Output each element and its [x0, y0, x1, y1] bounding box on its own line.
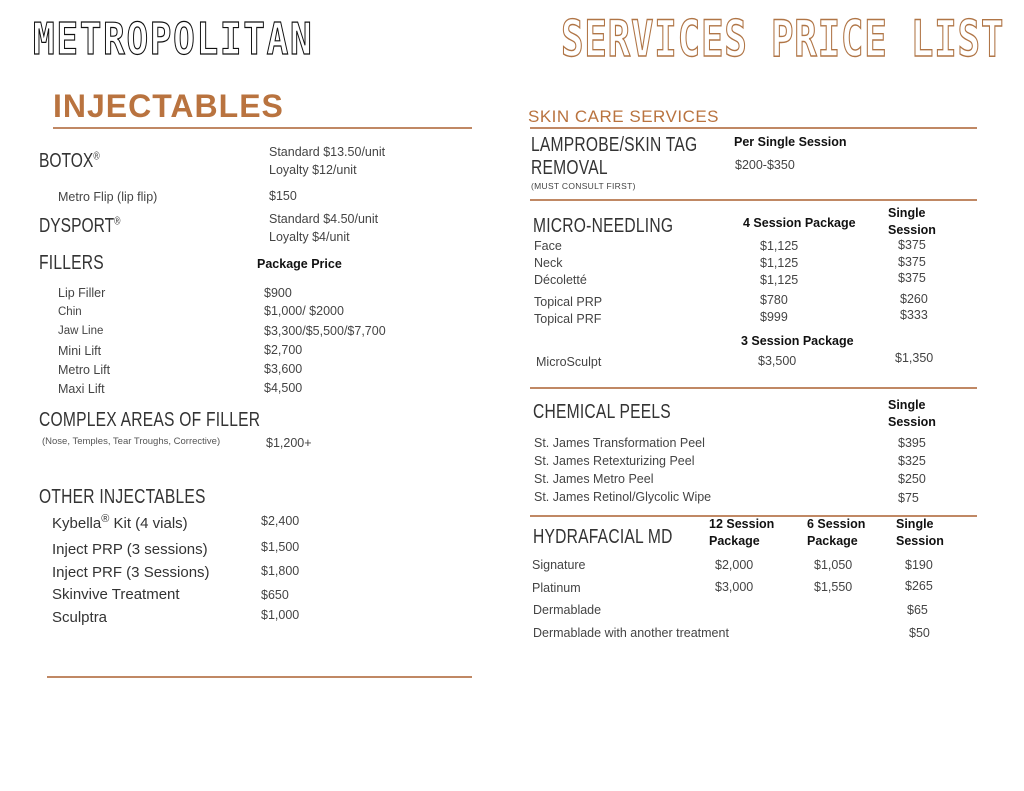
- metro-flip-label: Metro Flip (lip flip): [58, 190, 158, 204]
- list-item: Metro Lift: [58, 363, 111, 377]
- microneedling-single-header: Single Session: [888, 206, 936, 237]
- lamprobe-label-line2: REMOVAL: [531, 157, 608, 179]
- list-item-single-price: $65: [907, 603, 928, 617]
- list-item: Kybella® Kit (4 vials): [52, 513, 188, 532]
- list-item: Mini Lift: [58, 344, 102, 358]
- microneedling-divider: [530, 387, 977, 389]
- microsculpt-package-header: 3 Session Package: [741, 334, 854, 348]
- lamprobe-divider: [530, 199, 977, 201]
- botox-label: BOTOX®: [39, 150, 100, 172]
- list-item: St. James Retinol/Glycolic Wipe: [534, 490, 712, 504]
- list-item: Lip Filler: [58, 286, 106, 300]
- hydrafacial-label: HYDRAFACIAL MD: [533, 526, 673, 548]
- list-item: St. James Retexturizing Peel: [534, 454, 695, 468]
- list-item: Maxi Lift: [58, 382, 105, 396]
- list-item: Signature: [532, 558, 586, 572]
- dysport-label: DYSPORT®: [39, 215, 121, 237]
- injectables-divider: [53, 127, 472, 129]
- microneedling-label: MICRO-NEEDLING: [533, 215, 674, 237]
- list-item-6-price: $1,550: [814, 580, 853, 594]
- complex-filler-price: $1,200+: [266, 436, 312, 450]
- list-item-price: $2,700: [264, 343, 303, 357]
- list-item-single-price: $375: [898, 255, 926, 269]
- injectables-heading: INJECTABLES: [53, 88, 284, 124]
- list-item-price: $3,600: [264, 362, 303, 376]
- lamprobe-column-header: Per Single Session: [734, 135, 847, 149]
- dysport-price-standard: Standard $4.50/unit: [269, 212, 379, 226]
- list-item-6-price: $1,050: [814, 558, 853, 572]
- list-item: Face: [534, 239, 562, 253]
- list-item-12-price: $2,000: [715, 558, 754, 572]
- metro-flip-price: $150: [269, 189, 297, 203]
- brand-logo-text: METROPOLITAN: [33, 14, 314, 65]
- list-item-price: $900: [264, 286, 292, 300]
- botox-price-standard: Standard $13.50/unit: [269, 145, 386, 159]
- list-item-package-price: $780: [760, 293, 788, 307]
- list-item: Sculptra: [52, 609, 108, 626]
- list-item-single-price: $375: [898, 238, 926, 252]
- list-item-price: $650: [261, 588, 289, 602]
- botox-price-loyalty: Loyalty $12/unit: [269, 163, 357, 177]
- lamprobe-price: $200-$350: [735, 158, 795, 172]
- list-item-12-price: $3,000: [715, 580, 754, 594]
- list-item-price: $250: [898, 472, 926, 486]
- list-item-single-price: $1,350: [895, 351, 934, 365]
- complex-filler-note: (Nose, Temples, Tear Troughs, Corrective): [42, 436, 221, 447]
- other-injectables-label: OTHER INJECTABLES: [39, 486, 206, 508]
- page-title: SERVICES PRICE LIST: [561, 10, 1005, 68]
- microneedling-package-header: 4 Session Package: [743, 216, 856, 230]
- list-item-single-price: $190: [905, 558, 933, 572]
- list-item-price: $75: [898, 491, 919, 505]
- list-item: Jaw Line: [58, 325, 104, 337]
- dysport-price-loyalty: Loyalty $4/unit: [269, 230, 350, 244]
- list-item-price: $3,300/$5,500/$7,700: [264, 324, 386, 338]
- list-item-price: $325: [898, 454, 926, 468]
- hydrafacial-12-session-header: 12 Session Package: [709, 517, 775, 548]
- list-item-price: $1,000/ $2000: [264, 304, 344, 318]
- list-item-price: $395: [898, 436, 926, 450]
- list-item-price: $1,800: [261, 564, 300, 578]
- list-item: Topical PRP: [534, 295, 603, 309]
- list-item-price: $2,400: [261, 514, 300, 528]
- fillers-column-header: Package Price: [257, 257, 342, 271]
- peels-single-header: Single Session: [888, 398, 936, 429]
- lamprobe-note: (MUST CONSULT FIRST): [531, 181, 636, 191]
- list-item-single-price: $375: [898, 271, 926, 285]
- list-item-package-price: $1,125: [760, 256, 799, 270]
- list-item-price: $1,000: [261, 608, 300, 622]
- list-item: Dermablade: [533, 603, 602, 617]
- list-item-single-price: $260: [900, 292, 928, 306]
- injectables-bottom-divider: [47, 676, 472, 678]
- list-item-package-price: $1,125: [760, 239, 799, 253]
- skin-care-divider: [530, 127, 977, 129]
- fillers-label: FILLERS: [39, 252, 104, 274]
- lamprobe-label-line1: LAMPROBE/SKIN TAG: [531, 134, 698, 156]
- list-item: St. James Metro Peel: [534, 472, 654, 486]
- list-item-price: $1,500: [261, 540, 300, 554]
- list-item-single-price: $50: [909, 626, 930, 640]
- list-item-package-price: $3,500: [758, 354, 797, 368]
- complex-filler-label: COMPLEX AREAS OF FILLER: [39, 409, 261, 431]
- list-item-price: $4,500: [264, 381, 303, 395]
- list-item: Inject PRP (3 sessions): [52, 541, 208, 558]
- list-item: Dermablade with another treatment: [533, 626, 729, 640]
- list-item: Skinvive Treatment: [52, 586, 180, 603]
- list-item: St. James Transformation Peel: [534, 436, 705, 450]
- list-item: Inject PRF (3 Sessions): [52, 564, 210, 581]
- skin-care-heading: SKIN CARE SERVICES: [528, 107, 720, 126]
- chemical-peels-label: CHEMICAL PEELS: [533, 401, 671, 423]
- list-item: MicroSculpt: [536, 355, 602, 369]
- list-item: Chin: [58, 306, 82, 318]
- list-item: Platinum: [532, 581, 581, 595]
- list-item-package-price: $999: [760, 310, 788, 324]
- list-item: Neck: [534, 256, 563, 270]
- list-item-single-price: $265: [905, 579, 933, 593]
- hydrafacial-6-session-header: 6 Session Package: [807, 517, 866, 548]
- list-item: Décoletté: [534, 273, 587, 287]
- list-item-single-price: $333: [900, 308, 928, 322]
- list-item: Topical PRF: [534, 312, 602, 326]
- list-item-package-price: $1,125: [760, 273, 799, 287]
- hydrafacial-single-header: Single Session: [896, 517, 944, 548]
